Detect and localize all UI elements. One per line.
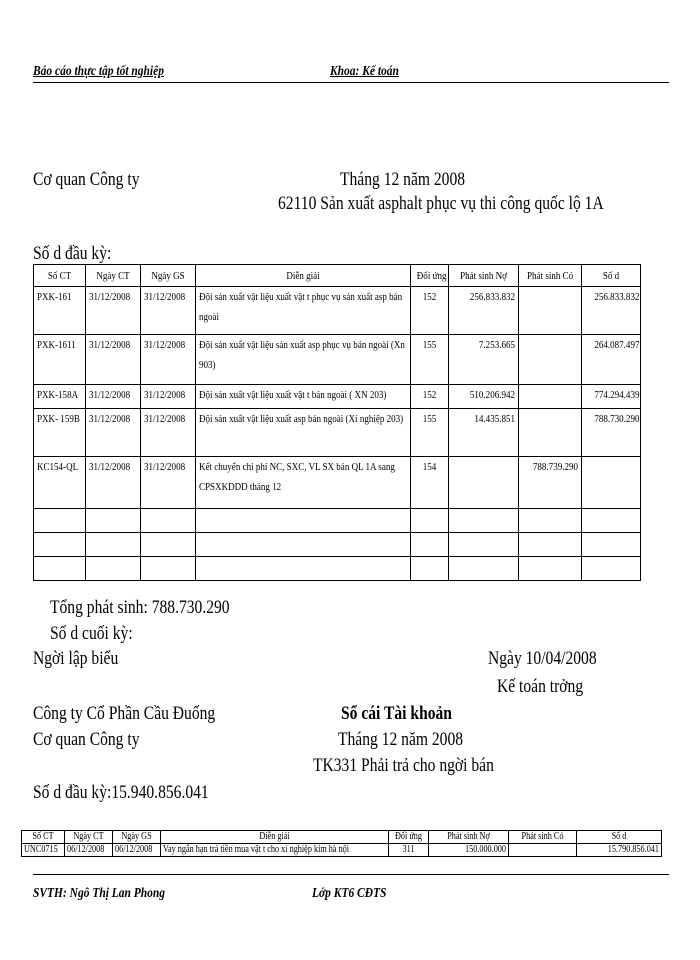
table-row: PXK- 159B 31/12/2008 31/12/2008 Đội sản xuất vật liệu xuất asp bán ngoài (Xí nghiệp 203) 155 14.435.851 788.730.290 bbox=[34, 409, 641, 457]
report-title-header: Báo cáo thực tập tốt nghiệp bbox=[33, 64, 164, 79]
table-row: PXK-158A 31/12/2008 31/12/2008 Đội sản xuất vật liệu xuất vật t bán ngoài ( XN 203) 152 510.206.942 774.294.439 bbox=[34, 385, 641, 409]
ledger-table-1 bbox=[33, 264, 641, 581]
preparer-label: Ngời lập biểu bbox=[33, 648, 119, 669]
table-row: UNC0715 06/12/2008 06/12/2008 Vay ngắn hạn trả tiền mua vật t cho xí nghiệp kim hà nội 311 150.000.000 15.790.856.041 bbox=[22, 844, 662, 857]
account-title-2: TK331 Phải trả cho ngời bán bbox=[313, 755, 494, 776]
closing-balance: Số d cuối kỳ: bbox=[50, 623, 133, 644]
table-row: KC154-QL 31/12/2008 31/12/2008 Kết chuyển chi phí NC, SXC, VL SX bán QL 1A sang CPSXKDDD tháng 12 154 788.739.290 bbox=[34, 457, 641, 509]
report-date: Ngày 10/04/2008 bbox=[488, 648, 597, 669]
table-row-empty bbox=[34, 533, 641, 557]
header-rule bbox=[33, 82, 669, 83]
table-row-empty bbox=[34, 509, 641, 533]
table-header-row bbox=[34, 265, 641, 287]
department-header: Khoa: Kế toán bbox=[330, 64, 399, 79]
col-header: Phát sinh Có bbox=[519, 265, 582, 287]
ledger-title: Sổ cái Tài khoản bbox=[341, 703, 452, 724]
table-header-row: Số CT Ngày CT Ngày GS Diễn giải Đối ứng Phát sinh Nợ Phát sinh Có Số d bbox=[22, 831, 662, 844]
col-header: Phát sinh Nợ bbox=[449, 265, 519, 287]
period-label: Tháng 12 năm 2008 bbox=[340, 169, 466, 190]
accountant-label: Kế toán trởng bbox=[497, 676, 584, 697]
opening-balance-2: Số d đầu kỳ:15.940.856.041 bbox=[33, 782, 209, 803]
ledger-table-2 bbox=[21, 830, 662, 857]
student-name: SVTH: Ngô Thị Lan Phong bbox=[33, 886, 166, 901]
col-header: Số CT bbox=[34, 265, 86, 287]
footer-rule bbox=[33, 874, 669, 875]
col-header: Số d bbox=[582, 265, 641, 287]
table-row: PXK-161 31/12/2008 31/12/2008 Đội sản xuất vật liệu xuất vật t phục vụ sản xuất asp bán ngoài 152 256.833.832 256.833.832 bbox=[34, 287, 641, 335]
col-header: Diễn giải bbox=[196, 265, 411, 287]
agency-label: Cơ quan Công ty bbox=[33, 169, 140, 190]
agency-label-2: Cơ quan Công ty bbox=[33, 729, 140, 750]
class-label: Lớp KT6 CĐTS bbox=[312, 886, 387, 901]
account-title: 62110 Sản xuất asphalt phục vụ thi công quốc lộ 1A bbox=[278, 193, 604, 214]
col-header: Ngày GS bbox=[141, 265, 196, 287]
opening-balance: Số d đầu kỳ: bbox=[33, 243, 112, 264]
period-label-2: Tháng 12 năm 2008 bbox=[338, 729, 464, 750]
table-row: PXK-1611 31/12/2008 31/12/2008 Đội sản xuất vật liệu sản xuất asp phục vụ bán ngoài (Xn 903) 155 7.253.665 264.087.497 bbox=[34, 335, 641, 385]
total-amount: Tổng phát sinh: 788.730.290 bbox=[50, 597, 230, 618]
company-name: Công ty Cổ Phần Cầu Đuống bbox=[33, 703, 216, 724]
col-header: Ngày CT bbox=[86, 265, 141, 287]
table-row-empty bbox=[34, 557, 641, 581]
col-header: Đối ứng bbox=[411, 265, 449, 287]
